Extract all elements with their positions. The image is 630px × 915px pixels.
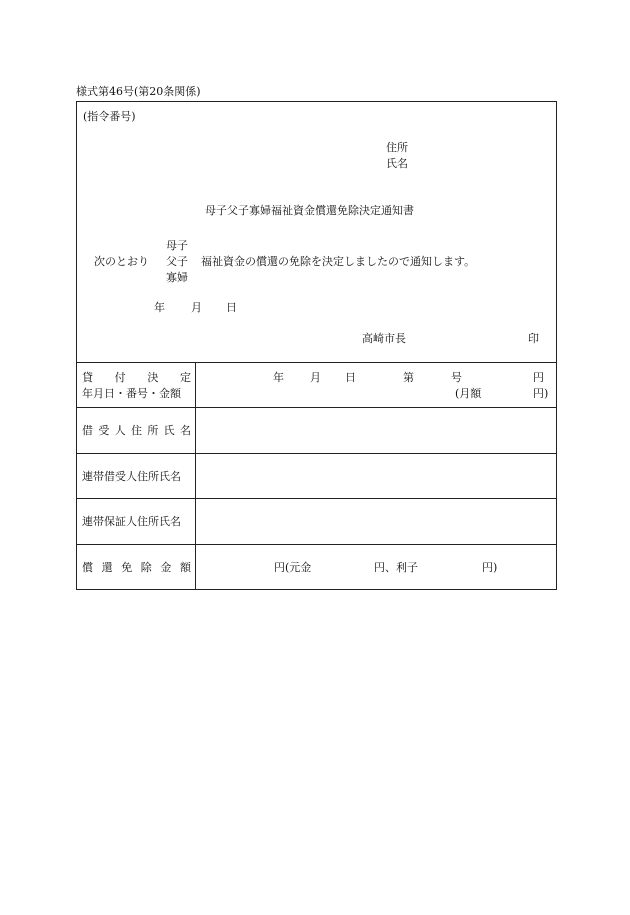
date-month: 月 [191, 301, 202, 314]
date-year: 年 [154, 301, 165, 314]
body-text: 福祉資金の償還の免除を決定しましたので通知します。 [201, 255, 476, 268]
label-char: 氏 [163, 424, 175, 437]
row-divider-1 [76, 407, 557, 408]
issuer: 高崎市長 [362, 332, 406, 345]
form-number: 様式第46号(第20条関係) [76, 85, 201, 98]
label-char: 貸 [82, 371, 93, 384]
loan-decision-label-line2: 年月日・番号・金額 [82, 387, 181, 400]
seal-mark: 印 [528, 332, 539, 345]
notice-box [76, 101, 557, 363]
joint-guarantor-label: 連帯保証人住所氏名 [82, 515, 181, 528]
loan-dai: 第 [403, 371, 414, 384]
loan-day: 日 [345, 371, 356, 384]
label-char: 名 [179, 424, 191, 437]
label-char: 付 [114, 371, 126, 384]
exemption-amount-label [82, 562, 191, 573]
label-char: 借 [82, 424, 93, 437]
label-char: 金 [160, 561, 172, 574]
date-day: 日 [226, 301, 237, 314]
label-char: 所 [147, 424, 159, 437]
label-char: 除 [140, 561, 152, 574]
label-char: 償 [82, 561, 93, 574]
stacked-fushi: 父子 [166, 255, 188, 268]
stacked-kafu: 寡婦 [166, 271, 188, 284]
loan-decision-label-line1 [82, 372, 191, 383]
monthly-yen: 円) [533, 387, 549, 400]
loan-yen: 円 [533, 371, 544, 384]
joint-borrower-label: 連帯借受人住所氏名 [82, 470, 181, 483]
stacked-boshi: 母子 [166, 239, 188, 252]
address-label: 住所 [386, 141, 408, 154]
label-char: 住 [130, 424, 142, 437]
exemption-interest: 円、利子 [374, 561, 418, 574]
name-label: 氏名 [386, 157, 408, 170]
monthly-label: (月額 [455, 387, 482, 400]
body-prefix: 次のとおり [94, 255, 149, 268]
exemption-close: 円) [482, 561, 498, 574]
loan-year: 年 [273, 371, 284, 384]
label-char: 額 [179, 561, 191, 574]
borrower-label [82, 425, 191, 436]
loan-gou: 号 [451, 371, 462, 384]
designation-number: (指令番号) [83, 110, 136, 123]
exemption-principal: 円(元金 [274, 561, 312, 574]
label-char: 還 [101, 561, 113, 574]
row-divider-3 [76, 498, 557, 499]
row-divider-4 [76, 544, 557, 545]
label-char: 免 [121, 561, 133, 574]
notice-title: 母子父子寡婦福祉資金償還免除決定通知書 [205, 204, 414, 217]
row-divider-2 [76, 453, 557, 454]
label-char: 人 [114, 424, 126, 437]
loan-month: 月 [310, 371, 321, 384]
label-char: 受 [98, 424, 110, 437]
table-column-divider [195, 362, 196, 590]
label-char: 定 [179, 371, 191, 384]
label-char: 決 [147, 371, 159, 384]
